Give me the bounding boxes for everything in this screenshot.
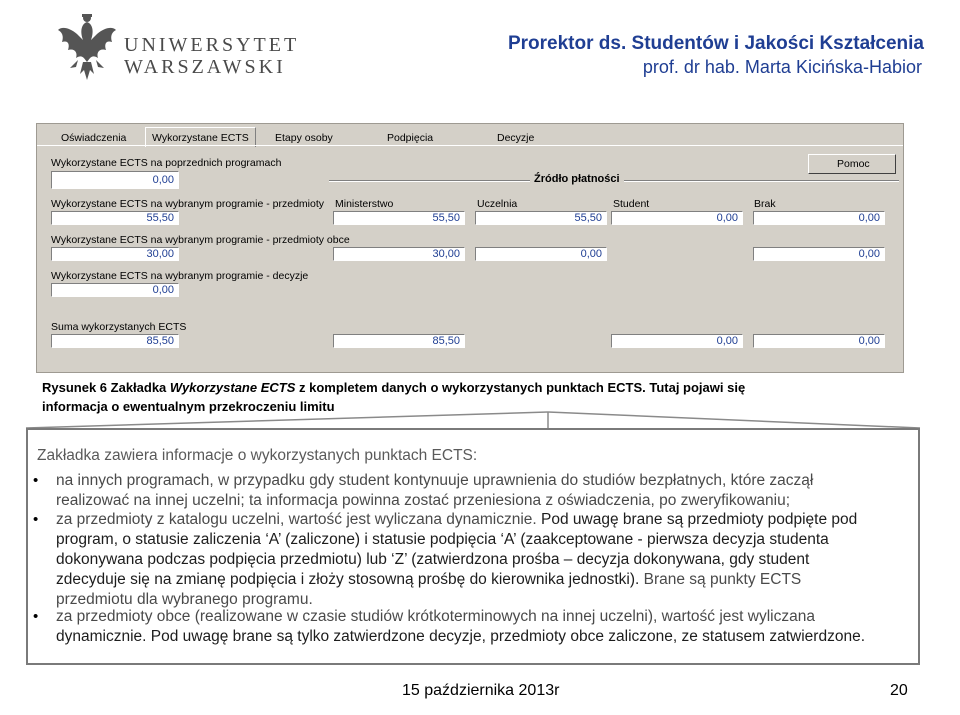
bullet-2-line-4 [56, 570, 906, 590]
col-student-label: Student [613, 198, 650, 210]
bullet-2-line-4b: Brane są punkty ECTS [639, 571, 802, 588]
student-field[interactable]: 0,00 [611, 211, 743, 225]
prev-programs-label: Wykorzystane ECTS na poprzednich programach [51, 157, 282, 169]
bullet-2-line-1a: za przedmioty z katalogu uczelni, wartość jest wyliczana dynamicznie. [56, 511, 537, 528]
page-number: 20 [890, 682, 908, 699]
help-button[interactable]: Pomoc [808, 154, 896, 174]
col-brak-label: Brak [754, 198, 776, 210]
bullet-1-line-2: realizować na innej uczelni; ta informacja powinna zostać przeniesiona z oświadczenia, po zweryfikowaniu; [56, 492, 791, 509]
sum-ministerstwo-field[interactable]: 85,50 [333, 334, 465, 348]
col-uczelnia-label: Uczelnia [477, 198, 518, 210]
uczelnia-field[interactable]: 55,50 [475, 211, 607, 225]
sum-brak-field[interactable]: 0,00 [753, 334, 885, 348]
bullet-2: • [33, 511, 39, 528]
tab-decyzje[interactable]: Decyzje [497, 132, 535, 144]
caption-line-1 [42, 378, 745, 397]
tab-etapy-osoby[interactable]: Etapy osoby [275, 132, 333, 144]
caption-line-2: informacja o ewentualnym przekroczeniu limitu [42, 399, 335, 414]
brak-obce-field[interactable]: 0,00 [753, 247, 885, 261]
tab-podpiecia[interactable]: Podpięcia [387, 132, 434, 144]
row-przedmioty-field[interactable]: 55,50 [51, 211, 179, 225]
bullet-2-line-4a: zdecyduje się na zmianę podpięcia i złoży stosowną prośbę do kierownika jednostki). [56, 571, 640, 588]
uczelnia-obce-field[interactable]: 0,00 [475, 247, 607, 261]
bullet-3-line-1: za przedmioty obce (realizowane w czasie studiów krótkoterminowych na innej uczelni), wartość jest wyliczana [56, 608, 815, 625]
intro-text: Zakładka zawiera informacje o wykorzystanych punktach ECTS: [37, 447, 478, 464]
bullet-2-line-5: przedmiotu dla wybranego programu. [56, 591, 313, 608]
logo-line-1: UNIWERSYTET [124, 34, 300, 56]
caption-prefix: Rysunek 6 Zakładka [42, 380, 170, 395]
footer-date: 15 października 2013r [402, 682, 560, 699]
sum-field[interactable]: 85,50 [51, 334, 179, 348]
bullet-3: • [33, 608, 39, 625]
tab-wykorzystane-ects[interactable]: Wykorzystane ECTS [145, 127, 256, 147]
bullet-2-text [56, 510, 906, 610]
ministerstwo-obce-field[interactable]: 30,00 [333, 247, 465, 261]
sum-label: Suma wykorzystanych ECTS [51, 321, 187, 333]
bullet-2-line-2: program, o statusie zaliczenia ‘A’ (zaliczone) i statusie podpięcia ‘A’ (zaakceptowane - pierwsza decyzja studenta [56, 531, 829, 548]
bullet-1-line-1: na innych programach, w przypadku gdy student kontynuuje uprawnienia do studiów bezpłatnych, które zaczął [56, 472, 814, 489]
office-title: Prorektor ds. Studentów i Jakości Kształcenia [507, 33, 924, 54]
ministerstwo-field[interactable]: 55,50 [333, 211, 465, 225]
row-decyzje-label: Wykorzystane ECTS na wybranym programie - decyzje [51, 270, 309, 282]
row-przedmioty-label: Wykorzystane ECTS na wybranym programie - przedmioty [51, 198, 324, 210]
tab-oswiadczenia[interactable]: Oświadczenia [61, 132, 127, 144]
row-przedmioty-obce-field[interactable]: 30,00 [51, 247, 179, 261]
bullet-3-line-2: dynamicznie. Pod uwagę brane są tylko zatwierdzone decyzje, przedmioty obce zaliczone, ze statusem zatwierdzone. [56, 628, 865, 645]
figure-caption [42, 378, 745, 416]
brak-field[interactable]: 0,00 [753, 211, 885, 225]
source-group-title: Źródło płatności [530, 173, 624, 185]
office-holder-name: prof. dr hab. Marta Kicińska-Habior [642, 57, 922, 77]
sum-student-field[interactable]: 0,00 [611, 334, 743, 348]
row-przedmioty-obce-label: Wykorzystane ECTS na wybranym programie - przedmioty obce [51, 234, 350, 246]
row-decyzje-field[interactable]: 0,00 [51, 283, 179, 297]
bullet-2-line-1b: Pod uwagę brane są przedmioty podpięte pod [536, 511, 858, 528]
bullet-3-text [56, 607, 906, 647]
logo-line-2: WARSZAWSKI [124, 56, 286, 78]
bullet-2-line-1 [56, 510, 906, 530]
col-ministerstwo-label: Ministerstwo [335, 198, 394, 210]
caption-rest: z kompletem danych o wykorzystanych punktach ECTS. Tutaj pojawi się [295, 380, 746, 395]
bullet-1-text [56, 471, 906, 511]
bullet-1: • [33, 472, 39, 489]
caption-tab-name: Wykorzystane ECTS [169, 380, 296, 395]
bullet-2-line-3: dokonywana podczas podpięcia przedmiotu) lub ‘Z’ (zatwierdzona prośba – decyzja dokonywana, gdy student [56, 551, 810, 568]
prev-programs-field[interactable]: 0,00 [51, 171, 179, 189]
